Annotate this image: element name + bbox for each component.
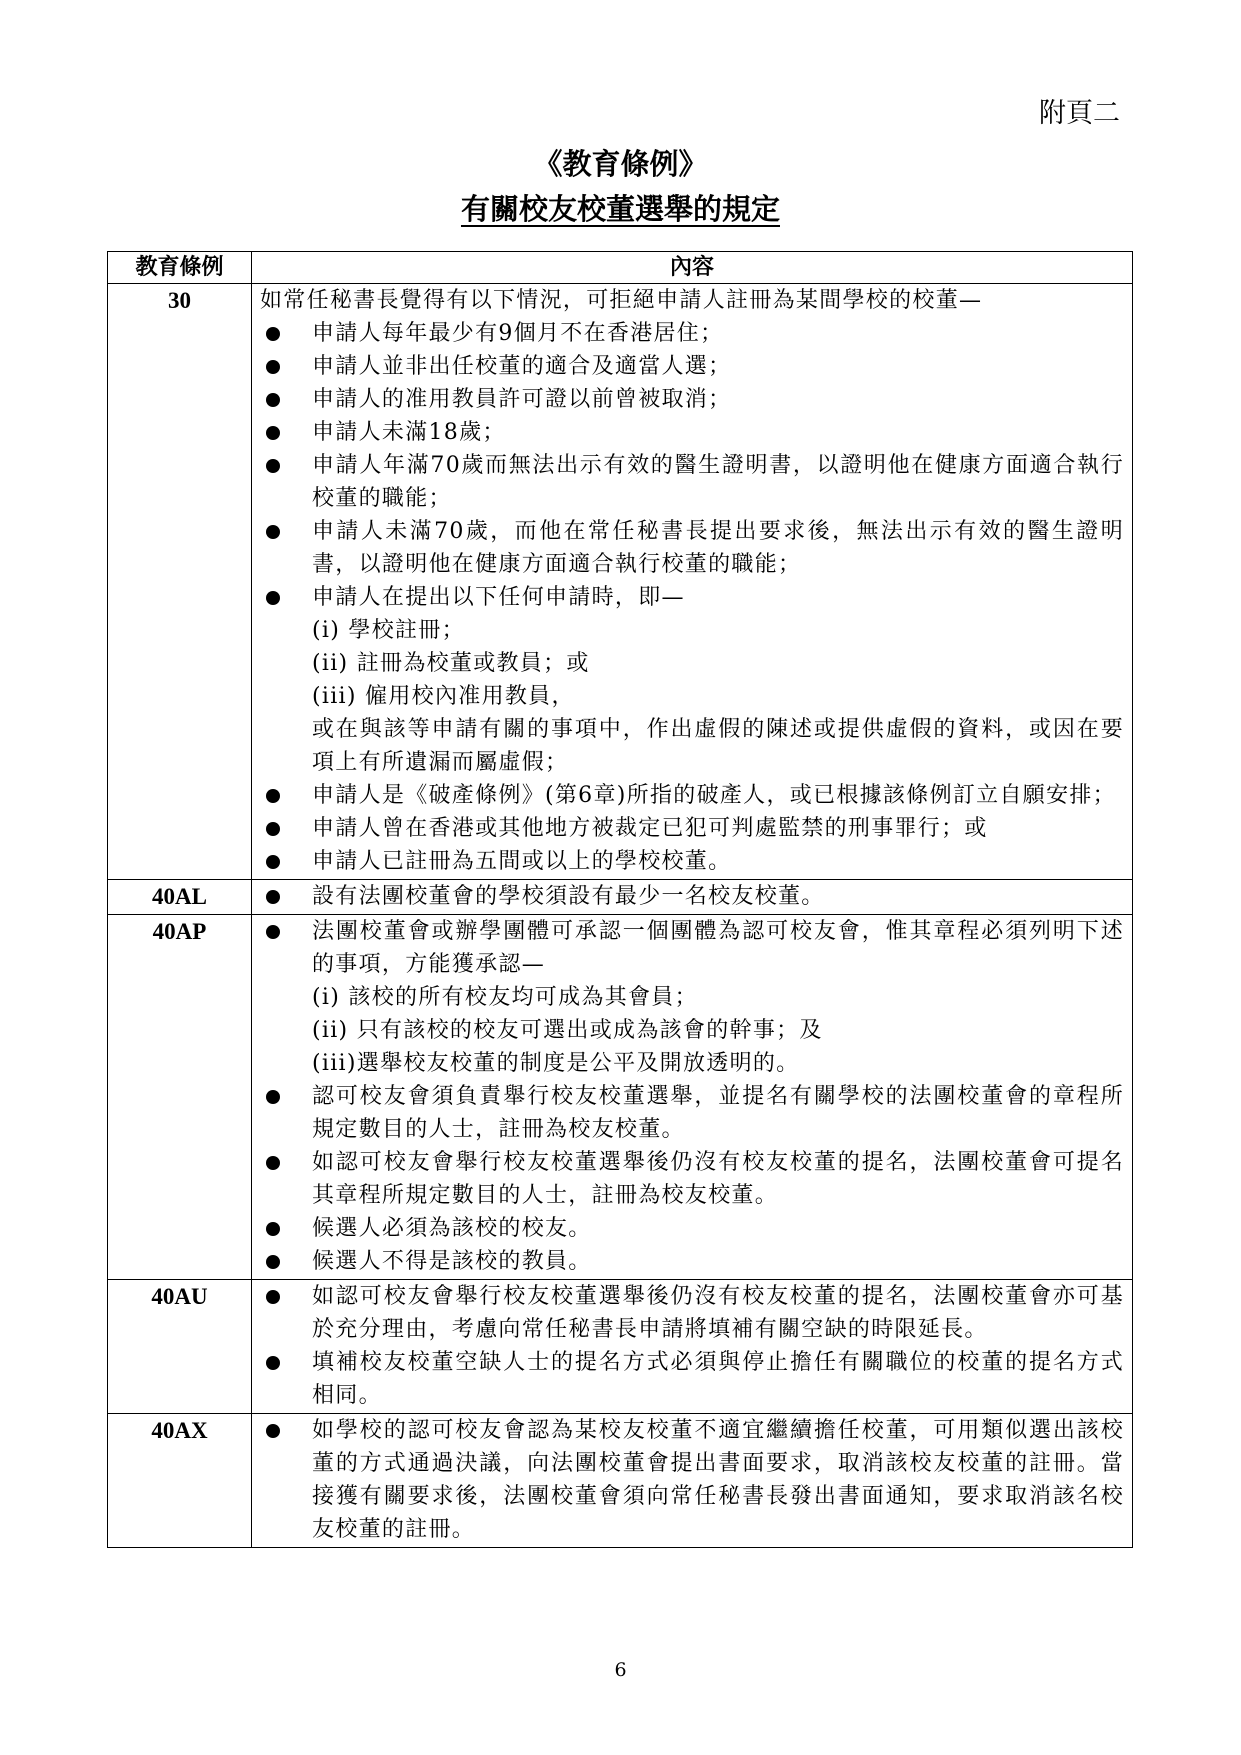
list-item-text: 申請人曾在香港或其他地方被裁定已犯可判處監禁的刑事罪行；或 (312, 816, 988, 841)
section-content (252, 1280, 1133, 1414)
list-item-text: 申請人每年最少有9個月不在香港居住； (312, 321, 724, 346)
list-item-text: 法團校董會或辦學團體可承認一個團體為認可校友會，惟其章程必須列明下述的事項，方能獲承認— (312, 919, 1124, 977)
list-item-text: 申請人是《破產條例》(第6章)所指的破產人，或已根據該條例訂立自願安排； (312, 783, 1116, 808)
list-item-text: 如認可校友會舉行校友校董選舉後仍沒有校友校董的提名，法團校董會亦可基於充分理由，考慮向常任秘書長申請將填補有關空缺的時限延長。 (312, 1284, 1124, 1342)
document-subtitle: 有關校友校董選舉的規定 (460, 192, 780, 226)
table-row (108, 880, 1133, 915)
section-content (252, 1414, 1133, 1548)
list-item (260, 1080, 1124, 1146)
list-item-text: 申請人年滿70歲而無法出示有效的醫生證明書，以證明他在健康方面適合執行校董的職能； (312, 453, 1124, 511)
sub-item-text: (i) 學校註冊； (312, 618, 465, 643)
list-item-text: 如認可校友會舉行校友校董選舉後仍沒有校友校董的提名，法團校董會可提名其章程所規定數目的人士，註冊為校友校董。 (312, 1150, 1124, 1208)
appendix-label: 附頁二 (1039, 98, 1120, 129)
sub-item-text: (iii) 僱用校內准用教員， (312, 684, 575, 709)
list-item-text: 填補校友校董空缺人士的提名方式必須與停止擔任有關職位的校董的提名方式相同。 (312, 1350, 1124, 1408)
bullet-dot-icon (266, 525, 280, 539)
list-item (260, 416, 1124, 449)
section-number: 30 (108, 284, 252, 880)
sub-item-text: (ii) 註冊為校董或教員；或 (312, 651, 590, 676)
sub-item-text: (ii) 只有該校的校友可選出或成為該會的幹事；及 (312, 1018, 823, 1043)
header-ordinance: 教育條例 (108, 252, 252, 284)
intro-text: 如常任秘書長覺得有以下情況，可拒絕申請人註冊為某間學校的校董— (260, 288, 983, 313)
list-item (260, 812, 1124, 845)
bullet-dot-icon (266, 393, 280, 407)
list-item (260, 1346, 1124, 1412)
table-row (108, 1280, 1133, 1414)
document-title: 《教育條例》 (533, 147, 708, 181)
list-item-text: 認可校友會須負責舉行校友校董選舉，並提名有關學校的法團校董會的章程所規定數目的人士，註冊為校友校董。 (312, 1084, 1124, 1142)
table-body (108, 284, 1133, 1548)
list-item (260, 1414, 1124, 1546)
list-item-text: 候選人不得是該校的教員。 (312, 1249, 592, 1274)
bullet-dot-icon (266, 1222, 280, 1236)
bullet-dot-icon (266, 459, 280, 473)
list-item (260, 383, 1124, 416)
list-item (260, 915, 1124, 1080)
header-content: 內容 (252, 252, 1133, 284)
bullet-dot-icon (266, 360, 280, 374)
list-item-text: 申請人的准用教員許可證以前曾被取消； (312, 387, 732, 412)
bullet-list (260, 1414, 1124, 1546)
list-item (260, 581, 1124, 779)
list-item (260, 317, 1124, 350)
sub-item-text: (i) 該校的所有校友均可成為其會員； (312, 985, 698, 1010)
table-header-row (108, 252, 1133, 284)
bullet-dot-icon (266, 890, 280, 904)
bullet-list (260, 1280, 1124, 1412)
list-item (260, 845, 1124, 878)
sub-item-text: (iii)選舉校友校董的制度是公平及開放透明的。 (312, 1051, 800, 1076)
section-number: 40AP (108, 915, 252, 1280)
bullet-dot-icon (266, 789, 280, 803)
bullet-dot-icon (266, 822, 280, 836)
list-item (260, 779, 1124, 812)
bullet-dot-icon (266, 426, 280, 440)
list-item (260, 1146, 1124, 1212)
bullet-dot-icon (266, 925, 280, 939)
list-item (260, 350, 1124, 383)
list-item-text: 申請人在提出以下任何申請時，即— (312, 585, 685, 610)
bullet-list (260, 915, 1124, 1278)
section-number: 40AX (108, 1414, 252, 1548)
list-item (260, 449, 1124, 515)
bullet-dot-icon (266, 327, 280, 341)
list-item-text: 申請人已註冊為五間或以上的學校校董。 (312, 849, 732, 874)
bullet-dot-icon (266, 1356, 280, 1370)
section-number: 40AL (108, 880, 252, 915)
bullet-dot-icon (266, 1156, 280, 1170)
table-row (108, 284, 1133, 880)
page-number: 6 (614, 1659, 627, 1681)
list-item-text: 候選人必須為該校的校友。 (312, 1216, 592, 1241)
section-content (252, 284, 1133, 880)
list-item (260, 1245, 1124, 1278)
table-row (108, 1414, 1133, 1548)
section-content (252, 880, 1133, 915)
list-item-text: 申請人並非出任校董的適合及適當人選； (312, 354, 732, 379)
bullet-dot-icon (266, 1255, 280, 1269)
list-item-text: 設有法團校董會的學校須設有最少一名校友校董。 (312, 884, 825, 909)
regulations-table (107, 251, 1133, 1548)
bullet-dot-icon (266, 1424, 280, 1438)
sub-item-text: 或在與該等申請有關的事項中，作出虛假的陳述或提供虛假的資料，或因在要項上有所遺漏而屬虛假； (312, 717, 1124, 775)
section-number: 40AU (108, 1280, 252, 1414)
bullet-dot-icon (266, 855, 280, 869)
bullet-list (260, 317, 1124, 878)
bullet-dot-icon (266, 1090, 280, 1104)
list-item-text: 如學校的認可校友會認為某校友校董不適宜繼續擔任校董，可用類似選出該校董的方式通過決議，向法團校董會提出書面要求，取消該校友校董的註冊。當接獲有關要求後，法團校董會須向常任秘書長發出書面通知，要求取消該名校友校董的註冊。 (312, 1418, 1124, 1542)
section-content (252, 915, 1133, 1280)
list-item (260, 880, 1124, 913)
bullet-dot-icon (266, 1290, 280, 1304)
list-item-text: 申請人未滿70歲，而他在常任秘書長提出要求後，無法出示有效的醫生證明書，以證明他在健康方面適合執行校董的職能； (312, 519, 1124, 577)
list-item (260, 515, 1124, 581)
list-item-text: 申請人未滿18歲； (312, 420, 506, 445)
list-item (260, 1212, 1124, 1245)
table-row (108, 915, 1133, 1280)
list-item (260, 1280, 1124, 1346)
bullet-list (260, 880, 1124, 913)
bullet-dot-icon (266, 591, 280, 605)
